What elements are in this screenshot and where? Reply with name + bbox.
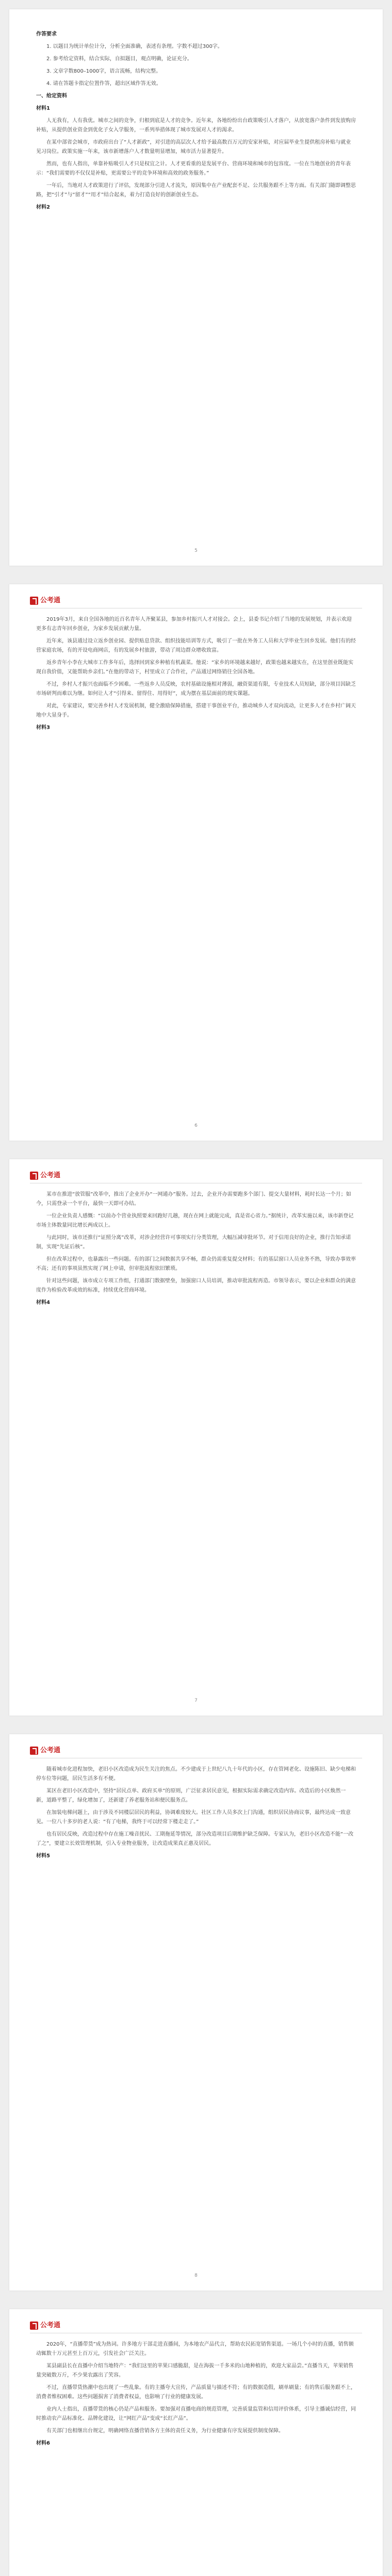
body-paragraph: 与此同时，该市还推行“证照分离”改革，对涉企经营许可事项实行分类管理，大幅压减审批环节。对于信用良好的企业，推行告知承诺制，实现“先证后核”。	[36, 1235, 351, 1250]
page-number: 7	[194, 1698, 198, 1703]
body-paragraph: 某县副县长在直播中介绍当地特产：“我们这里的苹果口感脆甜，是在海拔一千多米的山地种植的，欢迎大家品尝。”直播当天，苹果销售量突破数万斤，不少果农露出了笑容。	[36, 2363, 354, 2378]
body-paragraph: 近年来，该县通过设立返乡创业园、提供贴息贷款、组织技能培训等方式，吸引了一批在外务工人员和大学毕业生回乡发展。他们有的经营家庭农场，有的开设电商网店，有的发展乡村旅游，带动了周边群众增收致富。	[36, 638, 356, 653]
brand-name: 公考通	[40, 2321, 61, 2329]
page-header	[30, 595, 362, 608]
body-paragraph: 一年后，当地对人才政策进行了评估，发现部分引进人才流失，原因集中在产业配套不足、公共服务跟不上等方面。有关部门随即调整思路，把“引才”与“留才”“用才”结合起来，着力打造良好的创新创业生态。	[36, 183, 356, 198]
page-number: 6	[194, 1123, 198, 1128]
body-paragraph: 2019年3月，来自全国各地的近百名青年人齐聚某县，参加乡村振兴人才对接会。会上，县委书记介绍了当地的发展规划，并表示欢迎更多有志青年回乡创业，为家乡发展贡献力量。	[36, 617, 352, 632]
body-paragraph: 在某中部省会城市，市政府出台了“人才新政”，对引进的高层次人才给予最高数百万元的安家补贴，对应届毕业生提供租房补贴与就业见习岗位。政策实施一年来，该市新增落户人才数量明显增加，城市活力显著提升。	[36, 140, 351, 155]
body-paragraph: 某市在推进“放管服”改革中，推出了企业开办“一网通办”服务。过去，企业开办需要跑多个部门、提交大量材料，耗时长达一个月；如今，只需登录一个平台，最快一天即可办结。	[36, 1192, 351, 1207]
brand-name: 公考通	[40, 1747, 61, 1754]
body-paragraph: 在加装电梯问题上，由于涉及不同楼层居民的利益，协调难度较大。社区工作人员多次上门沟通，组织居民协商议事，最终达成一致意见。一位八十多岁的老人说：“有了电梯，我终于可以经常下楼走走了。”	[36, 1810, 351, 1825]
body-paragraph: 不过，直播带货热潮中也出现了一些乱象。有的主播夸大宣传，产品质量与描述不符；有的数据造假，刷单刷量；有的售后服务跟不上，消费者维权困难。这些问题损害了消费者权益，也影响了行业的健康发展。	[36, 2385, 356, 2400]
section-heading: 作答要求	[36, 31, 57, 37]
body-paragraph: 然而，也有人指出，单靠补贴吸引人才只是权宜之计。人才更看重的是发展平台、营商环境和城市的包容度。一位在当地创业的青年表示：“我们需要的不仅仅是补贴，更需要公平的竞争环境和高效的政务服务。”	[36, 161, 351, 176]
page-number: 5	[194, 548, 198, 553]
body-paragraph: 随着城市化进程加快，老旧小区改造成为民生关注的焦点。不少建成于上世纪八九十年代的小区，存在管网老化、设施陈旧、缺少电梯和停车位等问题，居民生活多有不便。	[36, 1767, 356, 1782]
material-label: 材料5	[36, 1853, 50, 1859]
body-paragraph: 4. 请在答题卡指定位置作答，超出区域作答无效。	[46, 81, 161, 87]
body-paragraph: 一位企业负责人感慨：“以前办个营业执照要来回跑好几趟，现在在网上就能完成，真是省心省力。”据统计，改革实施以来，该市新登记市场主体数量同比增长两成以上。	[36, 1213, 354, 1228]
body-paragraph: 返乡青年小李在大城市工作多年后，选择回到家乡种植有机蔬菜。他说：“家乡的环境越来越好，政策也越来越实在，在这里创业既能实现自我价值，又能帮助乡亲们。”在他的带动下，村里成立了合作社，产品通过网络销往全国各地。	[36, 660, 354, 675]
brand-logo-icon	[30, 1172, 38, 1180]
body-paragraph: 某区在老旧小区改造中，坚持“居民点单、政府买单”的原则，广泛征求居民意见，根据实际需求确定改造内容。改造后的小区焕然一新，道路平整了，绿化增加了，还新建了养老服务站和便民服务点。	[36, 1788, 346, 1803]
page-header	[30, 2319, 362, 2333]
body-paragraph: 针对这些问题，该市成立专项工作组，打通部门数据壁垒，加强窗口人员培训，推动审批流程再造。市领导表示，要以企业和群众的满意度作为检验改革成效的标准，持续优化营商环境。	[36, 1278, 356, 1293]
body-paragraph: 不过，乡村人才振兴也面临不少困难。一些返乡人员反映，农村基础设施相对薄弱，融资渠道有限，专业技术人员短缺，部分项目因缺乏市场研判而难以为继。如何让人才“引得来、留得住、用得好”，成为摆在基层面前的现实课题。	[36, 682, 356, 697]
page-content	[36, 1765, 356, 2260]
body-paragraph: 3. 文章字数800–1000字，语言流畅，结构完整。	[46, 69, 161, 74]
body-paragraph: 对此，专家建议，要完善乡村人才发展机制，健全激励保障措施，搭建干事创业平台，推动城乡人才双向流动，让更多人才在乡村广阔天地中大显身手。	[36, 703, 356, 718]
material-label: 材料6	[36, 2441, 50, 2446]
page-content	[36, 30, 356, 535]
brand-name: 公考通	[40, 597, 61, 604]
page-header	[30, 1744, 362, 1758]
document-page	[9, 2309, 383, 2576]
material-label: 材料4	[36, 1300, 50, 1306]
material-label: 材料3	[36, 725, 50, 731]
page-content	[36, 1190, 356, 1685]
body-paragraph: 2. 参考给定资料，结合实际，自拟题目，观点明确，论证充分。	[46, 56, 192, 62]
page-number: 8	[194, 2273, 198, 2278]
material-label: 材料2	[36, 205, 50, 210]
brand-name: 公考通	[40, 1172, 61, 1179]
page-content	[36, 615, 356, 1110]
document-page	[9, 9, 383, 566]
page-content	[36, 2340, 356, 2576]
body-paragraph: 业内人士指出，直播带货的核心仍是产品和服务。要加强对直播电商的规范管理，完善质量监管和信用评价体系，引导主播诚信经营，同时推动农产品标准化、品牌化建设，让“网红产品”变成“长红产品”。	[36, 2406, 356, 2421]
document-page	[9, 1159, 383, 1716]
body-paragraph: 2020年，“直播带货”成为热词。许多地方干部走进直播间，为本地农产品代言，帮助农民拓宽销售渠道。一场几个小时的直播，销售额动辄数十万元甚至上百万元，引发社会广泛关注。	[36, 2342, 354, 2357]
body-paragraph: 1. 以题目为统计单位计分，分析全面准确，表述有条理。字数不超过300字。	[46, 44, 223, 49]
document-page	[9, 584, 383, 1141]
document-page	[9, 1734, 383, 2291]
page-header	[30, 1170, 362, 1183]
body-paragraph: 有关部门也相继出台规定，明确网络直播营销各方主体的责任义务，为行业健康有序发展提供制度保障。	[46, 2428, 284, 2434]
body-paragraph: 但在改革过程中，也暴露出一些问题。有的部门之间数据共享不畅，群众仍需重复提交材料；有的基层窗口人员业务不熟，导致办事效率不高；还有的事项虽然实现了网上申请，但审批流程依旧繁琐。	[36, 1257, 356, 1272]
material-label: 材料1	[36, 106, 50, 111]
brand-logo-icon	[30, 1747, 38, 1755]
section-heading: 一、给定资料	[36, 93, 67, 99]
brand-logo-icon	[30, 2321, 38, 2330]
body-paragraph: 人无我有，人有我优。城市之间的竞争，归根到底是人才的竞争。近年来，各地纷纷出台政策吸引人才落户，从放宽落户条件到发放购房补贴，从提供创业资金到优化子女入学服务，一系列举措体现了城市发展对人才的渴求。	[36, 118, 356, 133]
brand-logo-icon	[30, 597, 38, 605]
body-paragraph: 也有居民反映，改造过程中存在施工噪音扰民、工期拖延等情况，部分改造项目后期维护缺乏保障。专家认为，老旧小区改造不能“一改了之”，要建立长效管理机制，引入专业物业服务，让改造成果真正惠及居民。	[36, 1832, 354, 1846]
